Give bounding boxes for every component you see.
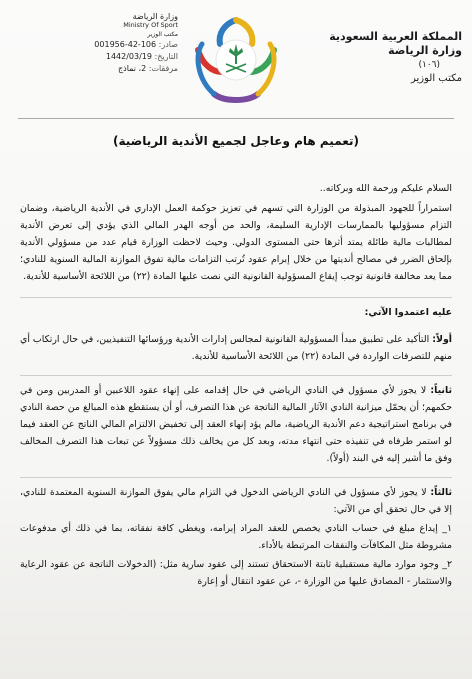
date-value: 1442/03/19 (105, 52, 152, 61)
adopt-heading: عليه اعتمدوا الآتي: (364, 307, 452, 318)
greeting: السلام عليكم ورحمة الله وبركاته.. (319, 183, 452, 194)
ministry-name-english: Ministry Of Sport (123, 21, 178, 29)
section-divider (20, 375, 452, 376)
clause-second (20, 382, 452, 467)
ministry-emblem-icon (188, 14, 284, 106)
attachments-value: 2، نماذج (117, 64, 147, 73)
clause-first (20, 331, 452, 365)
issued-number: 106-42-001956 (94, 40, 157, 49)
country-name: المملكة العربية السعودية (329, 30, 462, 43)
clause-third (20, 484, 452, 518)
clause-third-label: ثالثاً: (430, 487, 452, 498)
header-divider (18, 118, 454, 119)
date-row (58, 51, 178, 63)
office-name: مكتب الوزير (410, 73, 462, 84)
office-code: (١٠٦) (418, 60, 440, 70)
section-divider (20, 477, 452, 478)
clause-second-text: لا يجوز لأي مسؤول في النادي الرياضي في حال إقدامه على إنهاء عقود اللاعبين أو المدربين ومن في حكمهم؛ أن يحمّل ميزانية النادي الآثار المالية الناتجة عن هذا التصرف، أو أن يستقطع هذه المبالغ من حصة النادي في برنامج استراتيجية دعم الأندية الرياضية، مالم يؤد إنهاء العقد إلى تخفيض الالتزام المالي الناتج عن العقد فيما لو استمر طرفاه في تنفيذه حتى انتهاء مدته، وبعد كل من يخالف ذلك مسؤولاً عن تبعات هذا التصرف المخالف وفق ما أشير إليه في البند (أولاً). (20, 385, 452, 464)
attachments-row (58, 63, 178, 75)
clause-third-text: لا يجوز لأي مسؤول في النادي الرياضي الدخول في التزام مالي يفوق الموازنة السنوية المعتمدة للنادي، إلا في حال تحقق أي من الآتي: (20, 487, 452, 515)
clause-third-item-2: ٢_ وجود موارد مالية مستقبلية ثابتة الاستحقاق تستند إلى عقود سارية مثل: (الدخولات الناتجة عن عقود الرعاية والاستثمار - المصادق عليها من الوزارة -، عن عقود انتقال أو إعارة (20, 559, 452, 587)
office-name-small: مكتب الوزير (147, 31, 178, 38)
intro-paragraph: استمراراً للجهود المبذولة من الوزارة التي تسهم في تعزيز حوكمة العمل الإداري في الأندية الرياضية، وضمان التزام مسؤوليها بالممارسات الإدارية السليمة، والحد من أوجه الهدر المالي الذي يؤدي إلى تعرض الأندية لمطالبات مالية طائلة يمتد أثرها حتى المستوى الدولي. وحيث لاحظت الوزارة قيام عدد من مسؤولي الأندية بإلحاق الضرر في مصالح أنديتها من خلال إبرام عقود تُرتب التزامات مالية تفوق الموازنة المالية السنوية للنادي؛ مما يعد مخالفة قانونية توجب إيقاع المسؤولية القانونية التي نصت عليها المادة (٢٢) من اللائحة الأساسية للأندية. (20, 203, 452, 282)
clause-first-text: التأكيد على تطبيق مبدأ المسؤولية القانونية لمجالس إدارات الأندية ورؤسائها التنفيذيين، في حال ارتكاب أي منهم للتصرفات الواردة في المادة (٢٢) من اللائحة الأساسية للأندية. (20, 334, 452, 362)
section-divider (20, 297, 452, 298)
letter-body (20, 180, 452, 592)
letterhead-right (312, 30, 462, 86)
letterhead-left (58, 12, 178, 75)
circular-title: (تعميم هام وعاجل لجميع الأندية الرياضية) (112, 134, 360, 148)
attachments-label: مرفقات: (148, 64, 178, 73)
issued-number-row (58, 39, 178, 51)
clause-first-label: أولاً: (432, 334, 452, 345)
ministry-name: وزارة الرياضة (388, 44, 462, 57)
clause-third-item-1: ١_ إيداع مبلغ في حساب النادي يخصص للعقد المراد إبرامه، ويغطي كافة نفقاته، بما في ذلك أي مدفوعات مشروطة مثل المكافآت والنفقات المرتبطة بالأداء. (20, 523, 452, 551)
date-label: التاريخ: (154, 52, 178, 61)
clause-second-label: ثانياً: (430, 385, 452, 396)
ministry-name-small: وزارة الرياضة (132, 12, 178, 21)
issued-label: صادر: (158, 40, 178, 49)
